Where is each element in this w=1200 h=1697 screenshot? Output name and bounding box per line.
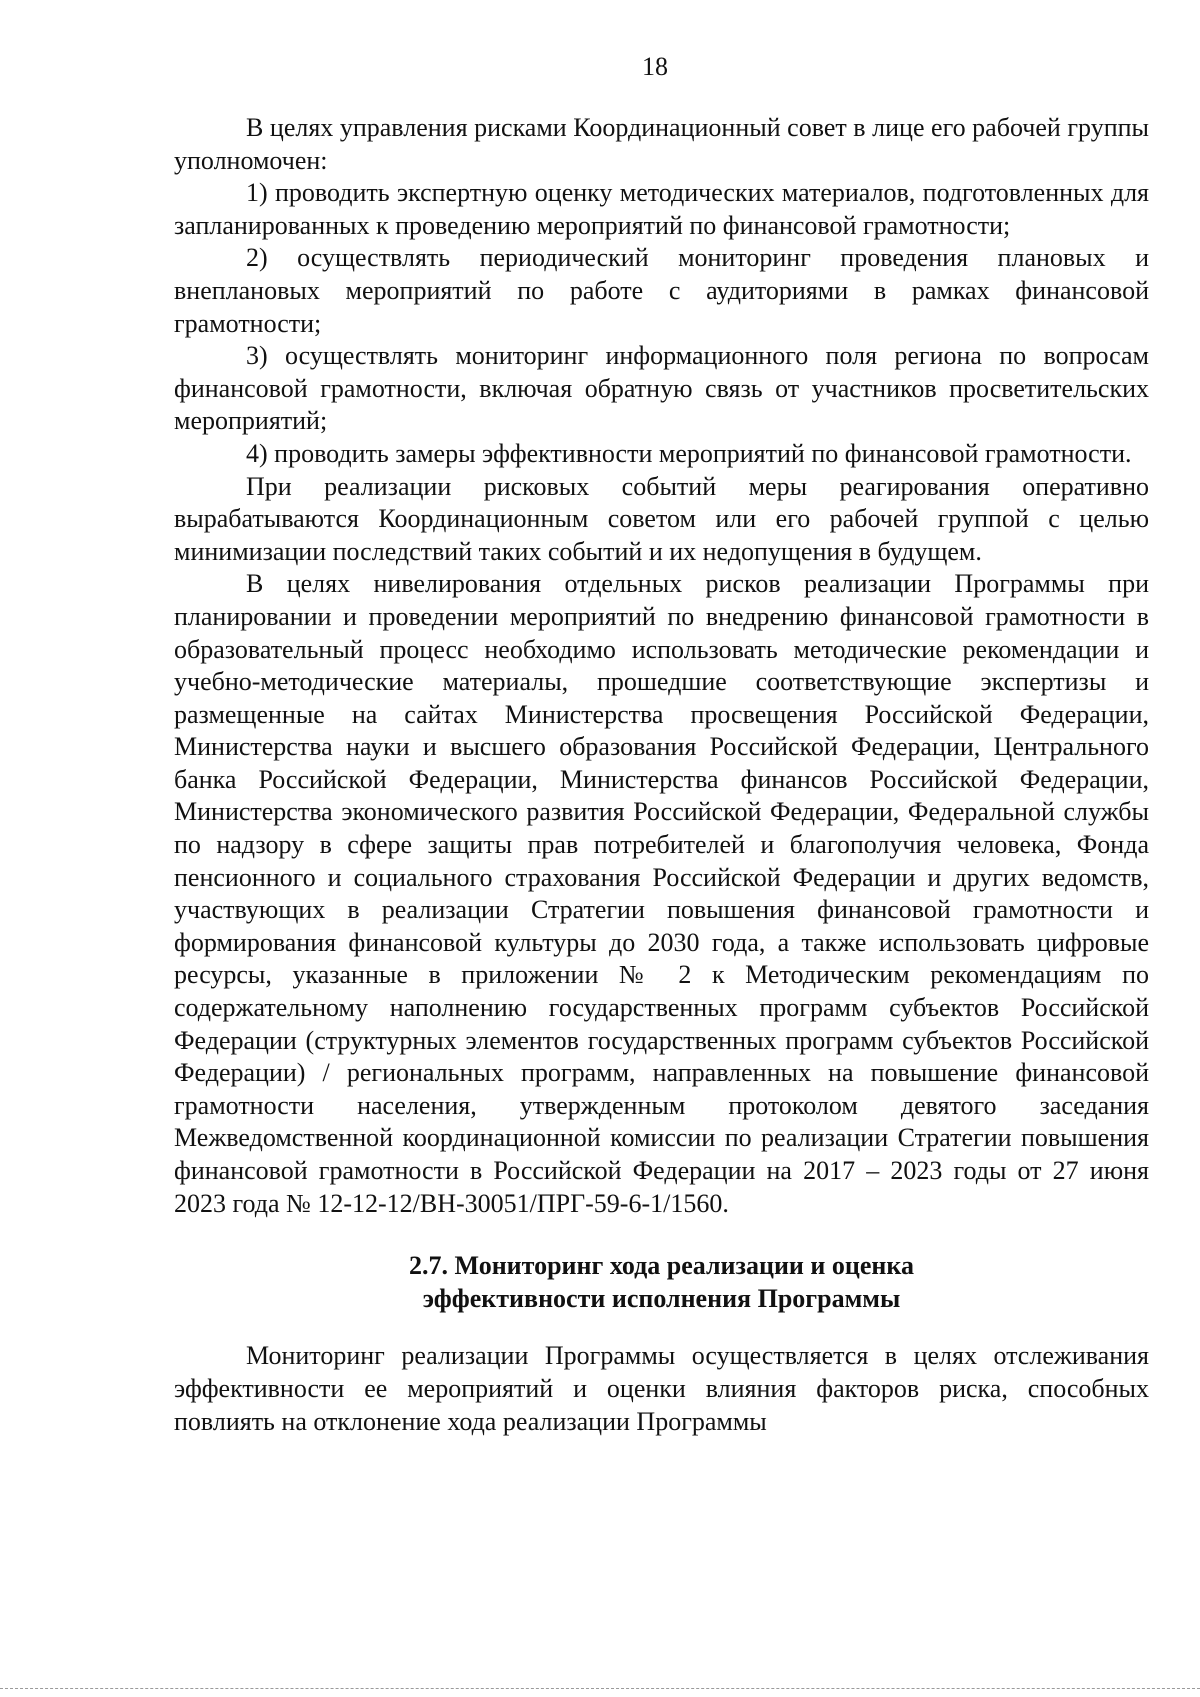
paragraph-risk-leveling: В целях нивелирования отдельных рисков реализации Программы при планировании и проведении мероприятий по внедрению финансовой грамотности в образовательный процесс необходимо использовать методические рекомендации и учебно-методические материалы, прошедшие соответствующие экспертизы и размещенные на сайтах Министерства просвещения Российской Федерации, Министерства науки и высшего образования Российской Федерации, Центрального банка Российской Федерации, Министерства финансов Российской Федерации, Министерства экономического развития Российской Федерации, Федеральной службы по надзору в сфере защиты прав потребителей и благополучия человека, Фонда пенсионного и социального страхования Российской Федерации и других ведомств, участвующих в реализации Стратегии повышения финансовой грамотности и формирования финансовой культуры до 2030 года, а также использовать цифровые ресурсы, указанные в приложении № 2 к Методическим рекомендациям по содержательному наполнению государственных программ субъектов Российской Федерации (структурных элементов государственных программ субъектов Российской Федерации) / региональных программ, направленных на повышение финансовой грамотности населения, утвержденным протоколом девятого заседания Межведомственной координационной комиссии по реализации Стратегии повышения финансовой грамотности в Российской Федерации на 2017 – 2023 годы от 27 июня 2023 года № 12-12-12/ВН-30051/ПРГ-59-6-1/1560. (174, 569, 1149, 1218)
section-heading-line-1: 2.7. Мониторинг хода реализации и оценка (409, 1251, 914, 1281)
section-heading (174, 1250, 1149, 1315)
document-body (174, 112, 1149, 1438)
list-item-2: 2) осуществлять периодический мониторинг проведения плановых и внеплановых мероприятий по работе с аудиториями в рамках финансовой грамотности; (174, 243, 1149, 338)
list-item-3: 3) осуществлять мониторинг информационного поля региона по вопросам финансовой грамотности, включая обратную связь от участников просветительских мероприятий; (174, 341, 1149, 436)
page-number: 18 (642, 52, 668, 81)
section-heading-line-2: эффективности исполнения Программы (422, 1283, 901, 1313)
page-bottom-edge (0, 1688, 1200, 1689)
paragraph-risk-management-intro: В целях управления рисками Координационный совет в лице его рабочей группы уполномочен: (174, 113, 1149, 175)
list-item-4: 4) проводить замеры эффективности мероприятий по финансовой грамотности. (246, 438, 1132, 468)
list-item-1: 1) проводить экспертную оценку методических материалов, подготовленных для запланированных к проведению мероприятий по финансовой грамотности; (174, 178, 1149, 240)
paragraph-risk-response: При реализации рисковых событий меры реагирования оперативно вырабатываются Координационным советом или его рабочей группой с целью минимизации последствий таких событий и их недопущения в будущем. (174, 471, 1149, 566)
paragraph-monitoring: Мониторинг реализации Программы осуществляется в целях отслеживания эффективности ее мероприятий и оценки влияния факторов риска, способных повлиять на отклонение хода реализации Программы (174, 1341, 1149, 1436)
